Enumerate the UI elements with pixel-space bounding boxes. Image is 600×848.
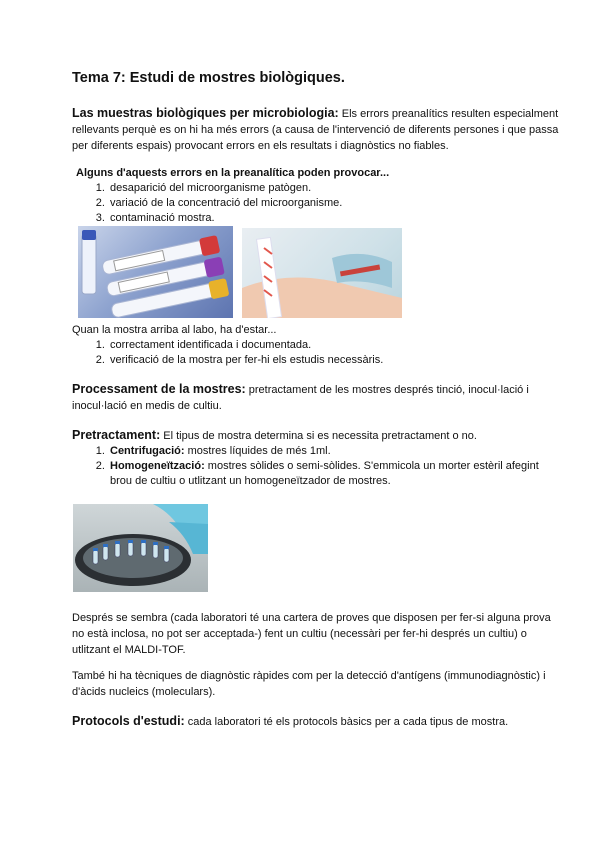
section-heading: Processament de la mostres: — [72, 382, 246, 396]
item-label: Centrifugació: — [110, 445, 185, 457]
sample-tubes-image — [78, 226, 233, 318]
list-item: 1. correctament identificada i documentada. — [108, 338, 562, 353]
section-heading: Las muestras biològiques per microbiologia: — [72, 106, 339, 120]
section-text: El tipus de mostra determina si es necessita pretractament o no. — [160, 430, 477, 442]
list-item: 1. desaparició del microorganisme patògen. — [108, 181, 562, 196]
section-text: pretractament de les mostres després tinció, inocul·lació i inocul·lació en medis de cultiu. — [72, 384, 529, 412]
errors-section — [72, 165, 562, 226]
item-text: mostres sòlides o semi-sòlides. S'emmicola un morter estèril afegint brou de cultiu o utlitzant un homogeneïtzador de mostres. — [110, 460, 539, 487]
section-heading: Protocols d'estudi: — [72, 714, 185, 728]
blood-draw-image — [242, 228, 402, 318]
paragraph-text: També hi ha tècniques de diagnòstic ràpides com per la detecció d'antígens (immunodiagnòstic) i d'àcids nucleics (moleculars). — [72, 670, 546, 698]
pretreatment-section — [72, 427, 562, 489]
item-text: mostres líquides de més 1ml. — [184, 445, 331, 457]
errors-heading: Alguns d'aquests errors en la preanalítica poden provocar... — [76, 167, 390, 179]
list-item: 2. variació de la concentració del microorganisme. — [108, 196, 562, 211]
errors-list — [72, 181, 562, 226]
pretreatment-list — [72, 444, 562, 489]
section-heading: Pretractament: — [72, 428, 161, 442]
paragraph-rapid-techniques — [72, 668, 562, 700]
arrival-section — [72, 322, 562, 368]
processing-section — [72, 381, 562, 414]
arrival-intro: Quan la mostra arriba al labo, ha d'estar... — [72, 324, 277, 336]
list-item: 3. contaminació mostra. — [108, 211, 562, 226]
page-title: Tema 7: Estudi de mostres biològiques. — [72, 70, 345, 86]
section-biological-samples — [72, 105, 562, 154]
arrival-list — [72, 338, 562, 368]
item-label: Homogeneïtzació: — [110, 460, 205, 472]
list-item — [108, 444, 562, 459]
protocols-section — [72, 713, 562, 730]
section-text: Els errors preanalítics resulten especialment rellevants perquè es on hi ha més errors (a causa de l'intervenció de diferents persones i que passa per diferents espais) provocant errors en els resultats i diagnòstics no fiables. — [72, 108, 559, 152]
paragraph-seeding — [72, 610, 562, 658]
list-item — [108, 459, 562, 489]
list-item: 2. verificació de la mostra per fer-hi els estudis necessàris. — [108, 353, 562, 368]
centrifuge-image — [73, 504, 208, 592]
paragraph-text: Després se sembra (cada laboratori té una cartera de proves que disposen per fer-si alguna prova no està inclosa, no pot ser acceptada-) fent un cultiu (necessàri per fer-hi després un cultiu) o utlitzant el MALDI-TOF. — [72, 612, 551, 656]
section-text: cada laboratori té els protocols bàsics per a cada tipus de mostra. — [184, 716, 509, 728]
